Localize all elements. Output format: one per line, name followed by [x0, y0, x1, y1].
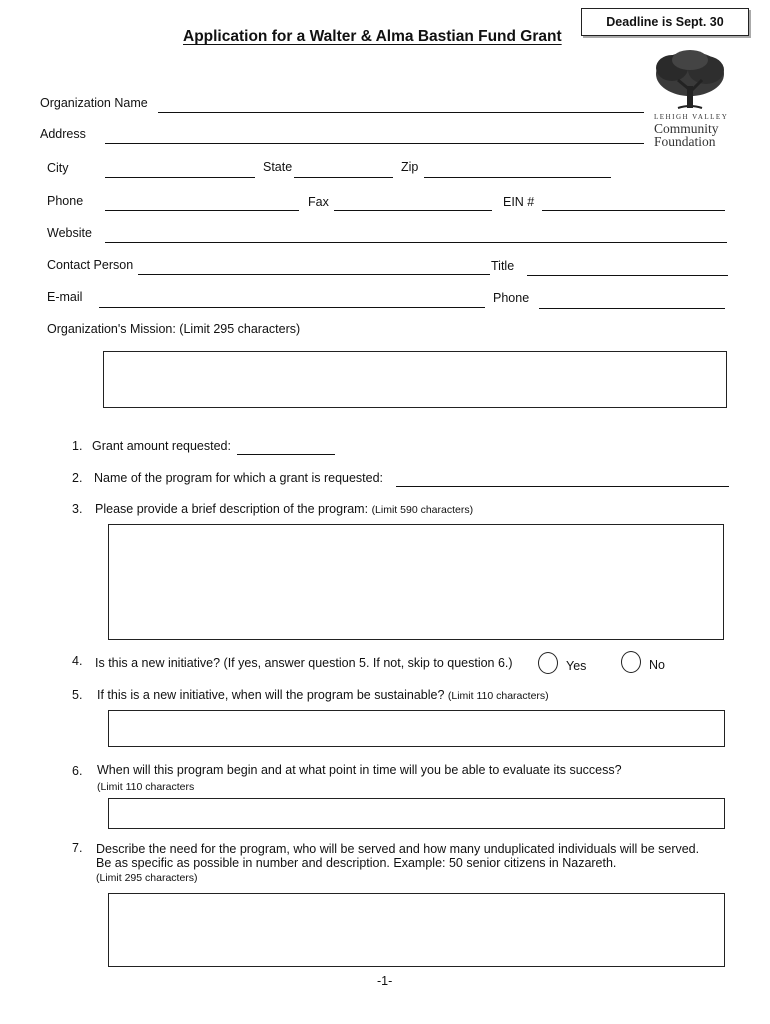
ein-field[interactable]	[542, 196, 725, 211]
email-label: E-mail	[47, 290, 83, 304]
phone2-field[interactable]	[539, 294, 725, 309]
yes-label: Yes	[566, 659, 587, 673]
city-label: City	[47, 161, 69, 175]
q6-label: When will this program begin and at what point in time will you be able to evaluate its success?	[97, 763, 622, 777]
no-label: No	[649, 658, 665, 672]
city-field[interactable]	[105, 163, 255, 178]
tree-icon	[652, 50, 728, 112]
ein-label: EIN #	[503, 195, 535, 209]
sustainability-textarea[interactable]	[108, 710, 725, 747]
logo	[650, 50, 730, 150]
evaluation-textarea[interactable]	[108, 798, 725, 829]
website-field[interactable]	[105, 228, 727, 243]
logo-line2: Community	[654, 121, 719, 136]
q3-number: 3.	[72, 502, 83, 516]
q4-number: 4.	[72, 654, 83, 668]
title-field[interactable]	[527, 261, 728, 276]
q6-limit: (Limit 110 characters	[97, 781, 195, 793]
contact-person-label: Contact Person	[47, 258, 134, 272]
mission-textarea[interactable]	[103, 351, 727, 408]
q7-line2: Be as specific as possible in number and description. Example: 50 senior citizens in Nazareth.	[96, 856, 617, 870]
q5-number: 5.	[72, 688, 83, 702]
fax-field[interactable]	[334, 196, 492, 211]
program-description-textarea[interactable]	[108, 524, 724, 640]
state-field[interactable]	[294, 163, 393, 178]
q4-label: Is this a new initiative? (If yes, answer question 5. If not, skip to question 6.)	[95, 656, 513, 670]
title-label: Title	[491, 259, 515, 273]
q3-text: Please provide a brief description of the program:	[95, 502, 369, 516]
q7-line1: Describe the need for the program, who will be served and how many unduplicated individuals will be served.	[96, 842, 700, 856]
org-name-field[interactable]	[158, 98, 644, 113]
mission-label: Organization's Mission: (Limit 295 characters)	[47, 322, 301, 336]
email-field[interactable]	[99, 293, 485, 308]
contact-person-field[interactable]	[138, 260, 490, 275]
yes-radio[interactable]	[538, 652, 558, 674]
program-name-field[interactable]	[396, 472, 729, 487]
need-description-textarea[interactable]	[108, 893, 725, 967]
q5-text: If this is a new initiative, when will the program be sustainable?	[97, 688, 445, 702]
q5-label	[97, 688, 549, 704]
fax-label: Fax	[308, 195, 329, 209]
deadline-badge: Deadline is Sept. 30	[581, 8, 749, 36]
form-title: Application for a Walter & Alma Bastian Fund Grant	[183, 28, 562, 45]
q1-label: Grant amount requested:	[92, 439, 231, 453]
website-label: Website	[47, 226, 92, 240]
q3-label	[95, 502, 473, 518]
state-label: State	[263, 160, 293, 174]
q1-number: 1.	[72, 439, 83, 453]
q2-label: Name of the program for which a grant is requested:	[94, 471, 384, 485]
q2-number: 2.	[72, 471, 83, 485]
q7-number: 7.	[72, 841, 83, 855]
address-field[interactable]	[105, 129, 644, 144]
logo-line3: Foundation	[654, 134, 716, 149]
q6-number: 6.	[72, 764, 83, 778]
phone-field[interactable]	[105, 196, 299, 211]
page-number: -1-	[377, 974, 393, 988]
phone-label: Phone	[47, 194, 84, 208]
q7-limit: (Limit 295 characters)	[96, 872, 198, 884]
no-radio[interactable]	[621, 651, 641, 673]
logo-line1: LEHIGH VALLEY	[654, 113, 729, 121]
q3-limit: (Limit 590 characters)	[371, 504, 474, 516]
grant-amount-field[interactable]	[237, 440, 335, 455]
q5-limit: (Limit 110 characters)	[447, 690, 549, 702]
zip-label: Zip	[401, 160, 419, 174]
org-name-label: Organization Name	[40, 96, 148, 110]
zip-field[interactable]	[424, 163, 611, 178]
phone2-label: Phone	[493, 291, 530, 305]
address-label: Address	[40, 127, 86, 141]
